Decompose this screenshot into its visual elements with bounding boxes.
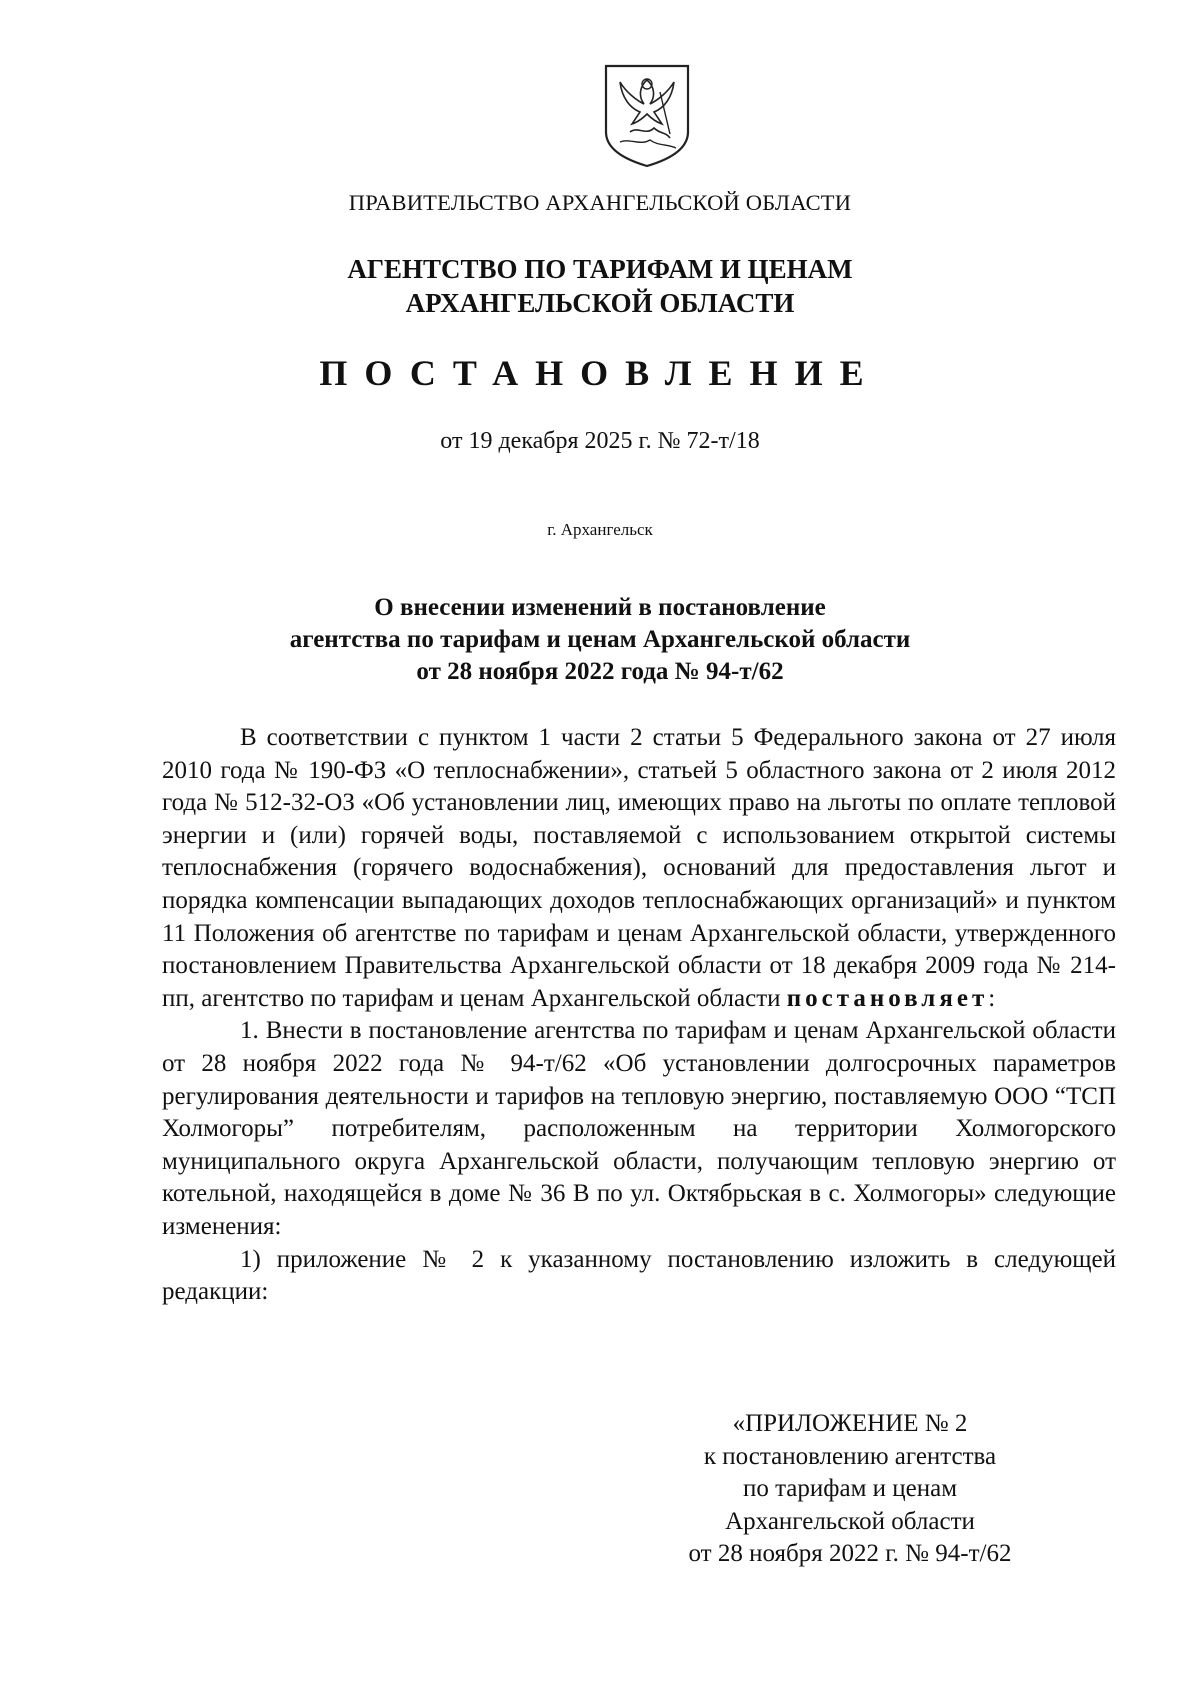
agency-name [0, 252, 1200, 320]
agency-name-line1: АГЕНТСТВО ПО ТАРИФАМ И ЦЕНАМ [347, 254, 853, 284]
appendix-line4: Архангельской области [725, 1507, 975, 1535]
subject-line2: агентства по тарифам и ценам Архангельской области [289, 626, 911, 653]
appendix-heading [640, 1408, 1060, 1571]
preamble-paragraph [162, 722, 1116, 1015]
item-1-paragraph: 1. Внести в постановление агентства по тарифам и ценам Архангельской области от 28 ноября 2022 года № 94-т/62 «Об установлении долгосрочных параметров регулирования деятельности и тарифов на тепловую энергию, поставляемую ООО “ТСП Холмогоры” потребителям, расположенным на территории Холмогорского муниципального округа Архангельской области, получающим тепловую энергию от котельной, находящейся в доме № 36 В по ул. Октябрьская в с. Холмогоры» следующие изменения: [162, 1017, 1116, 1240]
document-body [162, 722, 1116, 1309]
preamble-text: В соответствии с пунктом 1 части 2 статьи 5 Федерального закона от 27 июля 2010 года № 190-ФЗ «О теплоснабжении», статьей 5 областного закона от 2 июля 2012 года № 512-32-ОЗ «Об установлении лиц, имеющих право на льготы по оплате тепловой энергии и (или) горячей воды, поставляемой с использованием открытой системы теплоснабжения (горячего водоснабжения), оснований для предоставления льгот и порядка компенсации выпадающих доходов теплоснабжающих организаций» и пунктом 11 Положения об агентстве по тарифам и ценам Архангельской области, утвержденного постановлением Правительства Архангельской области от 18 декабря 2009 года № 214-пп, агентство по тарифам и ценам Архангельской области [162, 724, 1116, 1012]
appendix-line2: к постановлению агентства [703, 1442, 997, 1470]
document-subject [0, 592, 1200, 688]
government-name: ПРАВИТЕЛЬСТВО АРХАНГЕЛЬСКОЙ ОБЛАСТИ [348, 190, 852, 215]
decree-colon: : [988, 984, 996, 1012]
appendix-line5: от 28 ноября 2022 г. № 94-т/62 [688, 1540, 1012, 1568]
appendix-line1: «ПРИЛОЖЕНИЕ № 2 [732, 1410, 968, 1437]
document-date-number: от 19 декабря 2025 г. № 72-т/18 [440, 428, 760, 454]
subject-line1: О внесении изменений в постановление [374, 594, 826, 621]
appendix-line3: по тарифам и ценам [742, 1475, 958, 1503]
decree-word: постановляет [786, 984, 989, 1012]
document-city: г. Архангельск [547, 520, 653, 539]
agency-name-line2: АРХАНГЕЛЬСКОЙ ОБЛАСТИ [405, 288, 795, 318]
subject-line3: от 28 ноября 2022 года № 94-т/62 [416, 658, 784, 685]
coat-of-arms-emblem [600, 62, 694, 170]
document-type-title: ПОСТАНОВЛЕНИЕ [319, 353, 881, 393]
subitem-1-paragraph: 1) приложение № 2 к указанному постановлению изложить в следующей редакции: [162, 1245, 1116, 1306]
